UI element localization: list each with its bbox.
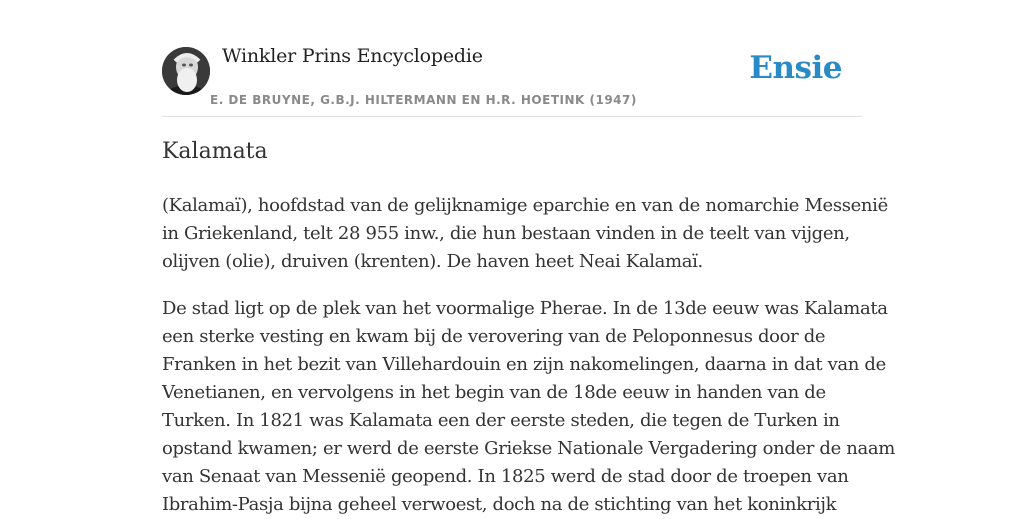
paragraph-line: in Griekenland, telt 28 955 inw., die hun bestaan vinden in de teelt van vijgen, <box>162 223 850 244</box>
paragraph-line: olijven (olie), druiven (krenten). De haven heet Neai Kalamaï. <box>162 251 703 272</box>
paragraph-line: een sterke vesting en kwam bij de verovering van de Peloponnesus door de <box>162 326 826 347</box>
paragraph-line: Venetianen, en vervolgens in het begin van de 18de eeuw in handen van de <box>162 382 826 403</box>
article-title: Kalamata <box>162 139 268 164</box>
paragraph-line: De stad ligt op de plek van het voormalige Pherae. In de 13de eeuw was Kalamata <box>162 298 888 319</box>
paragraph-line: Turken. In 1821 was Kalamata een der eerste steden, die tegen de Turken in <box>162 410 840 431</box>
source-authors: E. DE BRUYNE, G.B.J. HILTERMANN EN H.R. HOETINK (1947) <box>210 93 637 107</box>
paragraph-line: opstand kwamen; er werd de eerste Griekse Nationale Vergadering onder de naam <box>162 438 895 459</box>
paragraph-line: Franken in het bezit van Villehardouin en zijn nakomelingen, daarna in dat van de <box>162 354 886 375</box>
source-title[interactable]: Winkler Prins Encyclopedie <box>222 45 483 67</box>
ensie-logo[interactable]: Ensie <box>749 50 842 86</box>
article-paragraph <box>162 192 888 276</box>
paragraph-line: (Kalamaï), hoofdstad van de gelijknamige eparchie en van de nomarchie Messenië <box>162 195 888 216</box>
author-portrait-icon[interactable] <box>162 47 210 95</box>
article-paragraph <box>162 295 895 519</box>
paragraph-line: van Senaat van Messenië geopend. In 1825 werd de stad door de troepen van <box>162 466 849 487</box>
portrait-image <box>162 47 210 95</box>
source-header <box>162 0 862 117</box>
paragraph-line: Ibrahim-Pasja bijna geheel verwoest, doch na de stichting van het koninkrijk <box>162 494 837 515</box>
